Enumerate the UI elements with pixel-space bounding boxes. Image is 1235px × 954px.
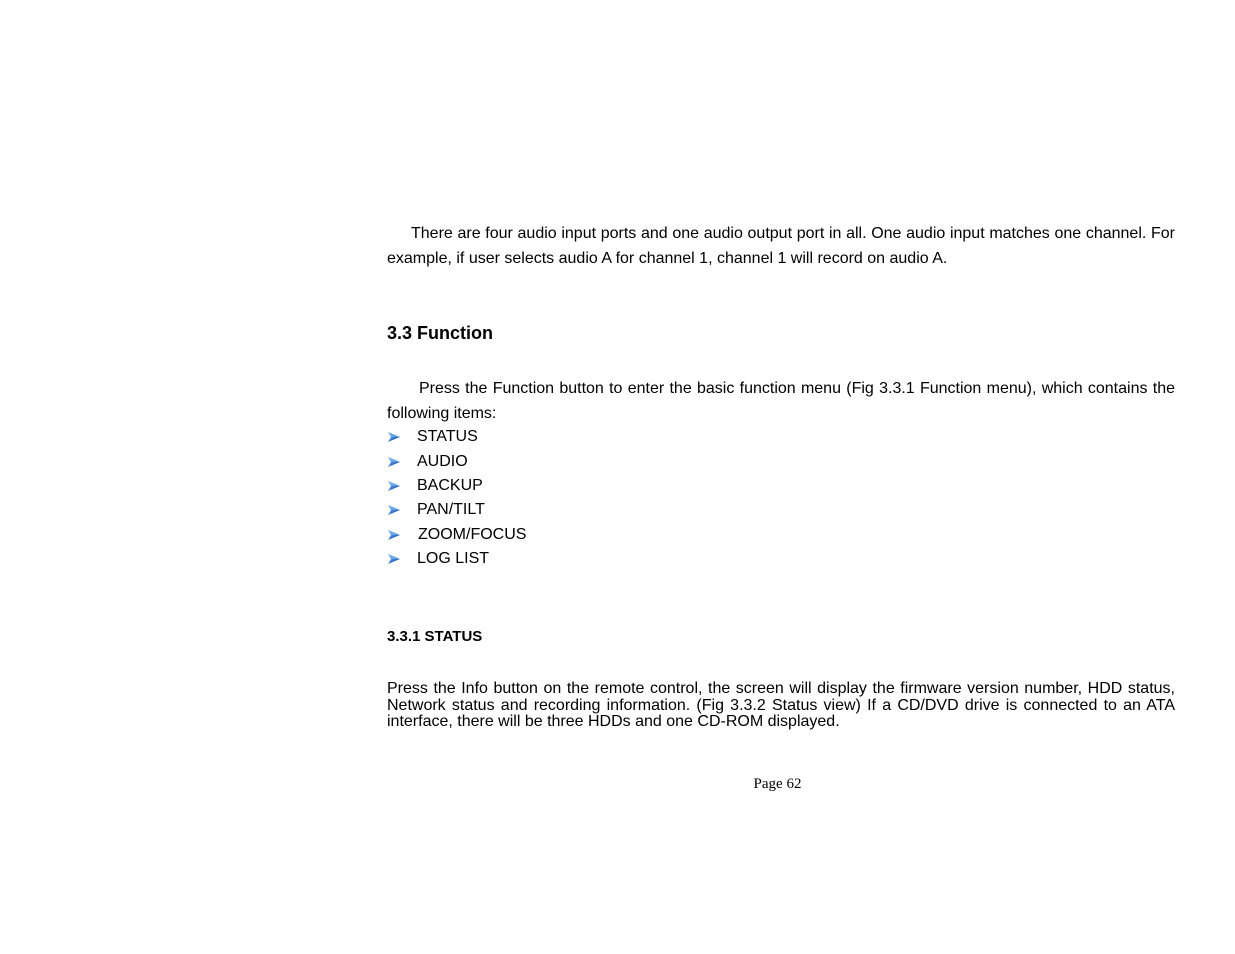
function-menu-list bbox=[387, 425, 526, 571]
section-heading: 3.3 Function bbox=[387, 323, 494, 343]
list-item bbox=[387, 523, 526, 547]
list-item-label: BACKUP bbox=[417, 476, 483, 494]
arrow-bullet-icon bbox=[387, 431, 401, 443]
list-item bbox=[387, 425, 526, 449]
list-item bbox=[387, 498, 526, 522]
page-number: Page 62 bbox=[753, 776, 802, 792]
subsection-paragraph: Press the Info button on the remote control, the screen will display the firmware version number, HDD status, Network status and recording information. (Fig 3.3.2 Status view) If a CD/DVD drive is connected to an ATA interface, there will be three HDDs and one CD-ROM displayed. bbox=[387, 680, 1175, 730]
arrow-bullet-icon bbox=[387, 553, 401, 565]
list-item-label: AUDIO bbox=[417, 452, 468, 470]
list-item bbox=[387, 449, 526, 473]
list-item-label: STATUS bbox=[417, 428, 478, 446]
list-item-label: LOG LIST bbox=[417, 550, 490, 568]
arrow-bullet-icon bbox=[387, 456, 401, 468]
page-content bbox=[387, 221, 1175, 730]
section-paragraph: Press the Function button to enter the basic function menu (Fig 3.3.1 Function menu), which contains the following items: bbox=[387, 380, 1175, 422]
intro-paragraph: There are four audio input ports and one audio output port in all. One audio input matches one channel. For example, if user selects audio A for channel 1, channel 1 will record on audio A. bbox=[387, 225, 1175, 267]
list-item-label: PAN/TILT bbox=[417, 501, 485, 519]
list-item bbox=[387, 474, 526, 498]
subsection-heading: 3.3.1 STATUS bbox=[387, 628, 483, 645]
list-item bbox=[387, 547, 526, 571]
arrow-bullet-icon bbox=[387, 504, 401, 516]
arrow-bullet-icon bbox=[387, 529, 401, 541]
list-item-label: ZOOM/FOCUS bbox=[418, 525, 527, 543]
arrow-bullet-icon bbox=[387, 480, 401, 492]
